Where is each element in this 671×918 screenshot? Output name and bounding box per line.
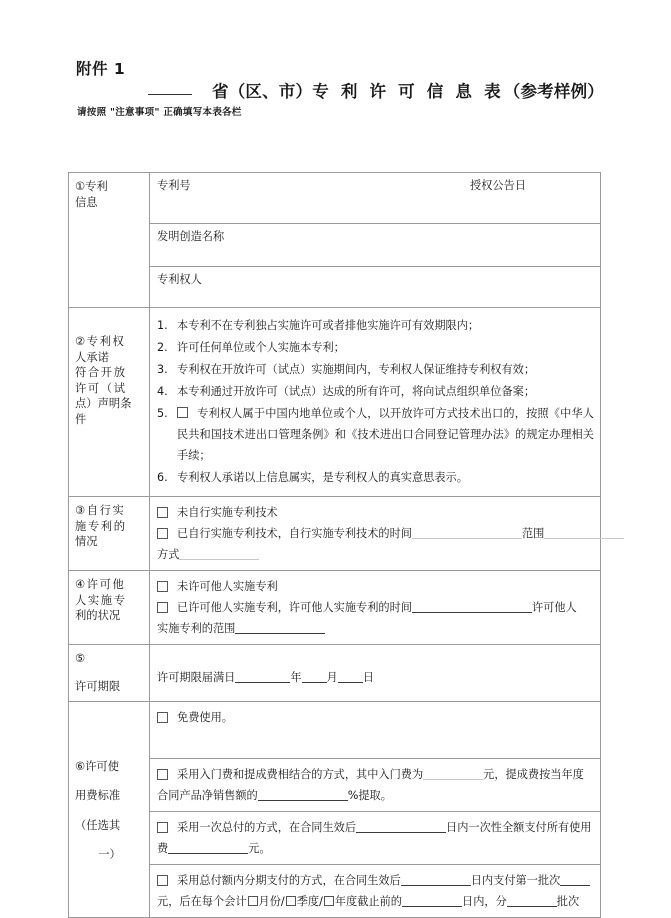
option-label-tail: 许可他人 [531,601,577,614]
form-instruction-note: 请按照 "注意事项" 正确填写本表各栏 [77,107,242,118]
period-year-checkbox[interactable] [324,896,334,906]
option-label-tail: 日内支付第一批次 [470,874,561,887]
section2-label-line-1: ②专利权 [75,335,126,348]
option-label-net-sales: 合同产品净销售额的 [157,789,258,802]
list-item [157,359,594,380]
table-row-section4 [69,571,601,645]
option-label-method: 方式 [157,548,180,561]
section4-options-cell [150,571,601,645]
option-label-group [177,597,594,618]
option-row-self-implementation-method [157,544,594,565]
list-item [157,381,594,402]
option-row-free-use[interactable] [157,707,594,728]
installment-count-input[interactable] [507,906,557,907]
period-month-checkbox[interactable] [248,896,258,906]
patent-license-information-table [68,172,601,918]
option-label: 已自行实施专利技术，自行实施专利技术的时间 [177,527,412,540]
commitment-clause-list [157,315,594,488]
licensing-scope-input[interactable] [235,633,325,634]
invention-name-label: 发明创造名称 [157,230,225,243]
expiry-day-input[interactable] [338,682,363,683]
list-item [157,315,594,336]
self-implementation-time-input[interactable] [412,538,522,539]
option-label-range: 范围 [521,527,545,540]
period-separator-2: / [319,895,323,908]
entry-fee-amount-input[interactable] [423,779,483,780]
section6-label-cell [69,702,150,918]
lump-sum-amount-input[interactable] [168,853,248,854]
option-label-group [177,817,594,838]
option-row-licensed[interactable] [157,597,594,618]
clause-text: 本专利不在专利独占实施许可或者排他实施许可有效期限内； [177,319,480,332]
clause-number: 5. [157,407,168,420]
section2-label-cell [69,308,150,497]
clause-number: 6. [157,471,168,484]
option-label-batches: 批次 [556,895,580,908]
section2-clauses-cell [150,308,601,497]
list-item [157,337,594,358]
option-row-installments[interactable] [157,870,594,891]
clause-text: 许可任何单位或个人实施本专利； [177,341,345,354]
province-blank-line [148,94,192,95]
period-quarter-checkbox[interactable] [286,896,296,906]
list-item [157,467,594,488]
section2-label-line-4: 许可（试 [75,381,127,395]
section6-label-line-3: （任选其 [75,818,121,832]
list-item [157,403,594,466]
option-label-fee: 费 [157,842,169,855]
section3-label-line-1: ③自行实 [75,504,126,517]
expiry-day-unit: 日 [362,671,374,684]
clause-text: 专利权在开放许可（试点）实施期间内，专利权人保证维持专利权有效； [177,363,536,376]
license-expiry-label: 许可期限届满日 [157,671,236,684]
patent-no-label: 专利号 [157,179,191,192]
period-month-label: 月份 [258,895,281,908]
option-label: 采用入门费和提成费相结合的方式，其中入门费为 [177,768,424,781]
expiry-month-unit: 月 [326,671,338,684]
section3-label-line-2: 施专利的 [75,519,127,533]
table-row-section2 [69,308,601,497]
option-label: 未许可他人实施专利 [177,580,278,593]
fee-free-checkbox[interactable] [157,712,168,723]
option-label-unit: 元。 [248,842,271,855]
option-label: 未自行实施专利技术 [177,506,278,519]
patent-no-cell[interactable] [150,173,601,224]
option-row-self-implemented[interactable] [157,523,594,544]
self-implementation-range-input[interactable] [544,538,624,539]
option-row-installment-schedule [157,891,594,912]
installment-first-amount-input[interactable] [560,885,590,886]
section4-label-line-3: 利的状况 [75,609,121,622]
option-label-tail: 元，提成费按当年度 [483,768,584,781]
fee-lump-sum-checkbox[interactable] [157,822,168,833]
clause-number: 4. [157,385,168,398]
section5-term-cell [150,645,601,702]
section1-label-line-2: 信息 [75,195,98,209]
licensing-none-checkbox[interactable] [157,581,168,592]
fee-option-entry-royalty-cell [150,759,601,812]
option-label-group [177,764,594,785]
table-row-section6-free [69,702,601,759]
option-row-not-self-implemented[interactable] [157,502,594,523]
option-row-not-licensed[interactable] [157,576,594,597]
option-label-group [177,523,624,544]
self-implementation-none-checkbox[interactable] [157,507,168,518]
option-label: 采用一次总付的方式，在合同生效后 [177,821,357,834]
section6-label-line-4: 一） [98,848,121,861]
period-year-label: 年度截止前的 [334,895,402,908]
option-label-within-days: 日内，分 [462,895,507,908]
period-quarter-label: 季度 [296,895,320,908]
option-row-entry-plus-royalty[interactable] [157,764,594,785]
clause-number: 3. [157,363,168,376]
clause-number: 1. [157,319,168,332]
section4-label-cell [69,571,150,645]
option-row-licensing-scope [157,618,594,639]
royalty-rate-input[interactable] [258,800,348,801]
option-row-royalty-rate [157,785,594,806]
fee-option-free-cell [150,702,601,759]
option-label: 采用总付额内分期支付的方式，在合同生效后 [177,874,401,887]
fee-option-installments-cell [150,865,601,918]
title-part-province: 省（区、市） [212,82,313,101]
section1-label-line-1: ①专利 [75,180,108,193]
installment-days-input[interactable] [402,906,462,907]
licensing-yes-checkbox[interactable] [157,602,168,613]
section3-label-line-3: 情况 [75,535,98,548]
section3-options-cell [150,497,601,571]
license-expiry-row [157,667,594,688]
self-implementation-method-input[interactable] [179,559,259,560]
title-part-main: 专 利 许 可 信 息 表 [312,82,504,101]
invention-name-cell[interactable] [150,224,601,267]
option-label-accounting: 元，后在每个会计 [157,895,247,908]
table-row-section3 [69,497,601,571]
section2-label-line-3: 符合开放 [75,366,127,379]
section6-label-line-2: 用费标准 [75,789,121,802]
licensing-time-input[interactable] [412,612,532,613]
option-label-group [177,870,594,891]
section2-label-line-5: 点）声明条 [75,397,132,410]
clause-text-with-checkbox [177,403,594,466]
clause-number: 2. [157,341,168,354]
patentee-label: 专利权人 [157,273,202,286]
section4-label-line-1: ④许可他 [75,578,126,591]
section4-label-line-2: 人实施专 [75,593,127,607]
table-row-section5 [69,645,601,702]
page-title [148,78,604,102]
option-label-scope: 实施专利的范围 [157,622,236,635]
title-part-suffix: （参考样例） [503,82,604,101]
section1-label-cell [69,173,150,308]
section2-label-line-6: 件 [75,412,87,426]
option-label-tail: 日内一次性全额支付所有使用 [446,821,592,834]
clause-text: 本专利通过开放许可（试点）达成的所有许可，将向试点组织单位备案； [177,385,536,398]
section2-label-line-2: 人承诺 [75,350,109,364]
section5-label-cell [69,645,150,702]
expiry-month-input[interactable] [302,682,327,683]
option-row-lump-sum-amount [157,838,594,859]
section3-label-cell [69,497,150,571]
clause-5-checkbox[interactable] [177,407,188,418]
expiry-year-input[interactable] [235,682,290,683]
section5-label-line-2: 许可期限 [75,679,121,693]
expiry-year-unit: 年 [290,671,302,684]
period-separator-1: / [280,895,285,908]
self-implementation-yes-checkbox[interactable] [157,528,168,539]
clause-text: 专利权人属于中国内地单位或个人，以开放许可方式技术出口的，按照《中华人民共和国技术进出口管理条例》和《技术进出口合同登记管理办法》的规定办理相关手续； [177,407,594,462]
clause-text: 专利权人承诺以上信息属实，是专利权人的真实意思表示。 [177,471,468,484]
option-row-lump-sum[interactable] [157,817,594,838]
fee-installments-checkbox[interactable] [157,875,168,886]
section6-label-line-1: ⑥许可使 [75,759,120,773]
section5-label-line-1: ⑤ [75,652,86,665]
option-label: 免费使用。 [177,711,233,724]
attachment-label: 附件 1 [76,60,126,78]
patentee-cell[interactable] [150,267,601,308]
grant-announcement-date-label: 授权公告日 [470,179,526,192]
installment-first-days-input[interactable] [401,885,471,886]
fee-option-lump-sum-cell [150,812,601,865]
table-row-section1-patent-no [69,173,601,224]
option-label-percent: %提取。 [347,789,392,802]
option-label: 已许可他人实施专利，许可他人实施专利的时间 [177,601,412,614]
lump-sum-days-input[interactable] [356,832,446,833]
fee-entry-royalty-checkbox[interactable] [157,769,168,780]
